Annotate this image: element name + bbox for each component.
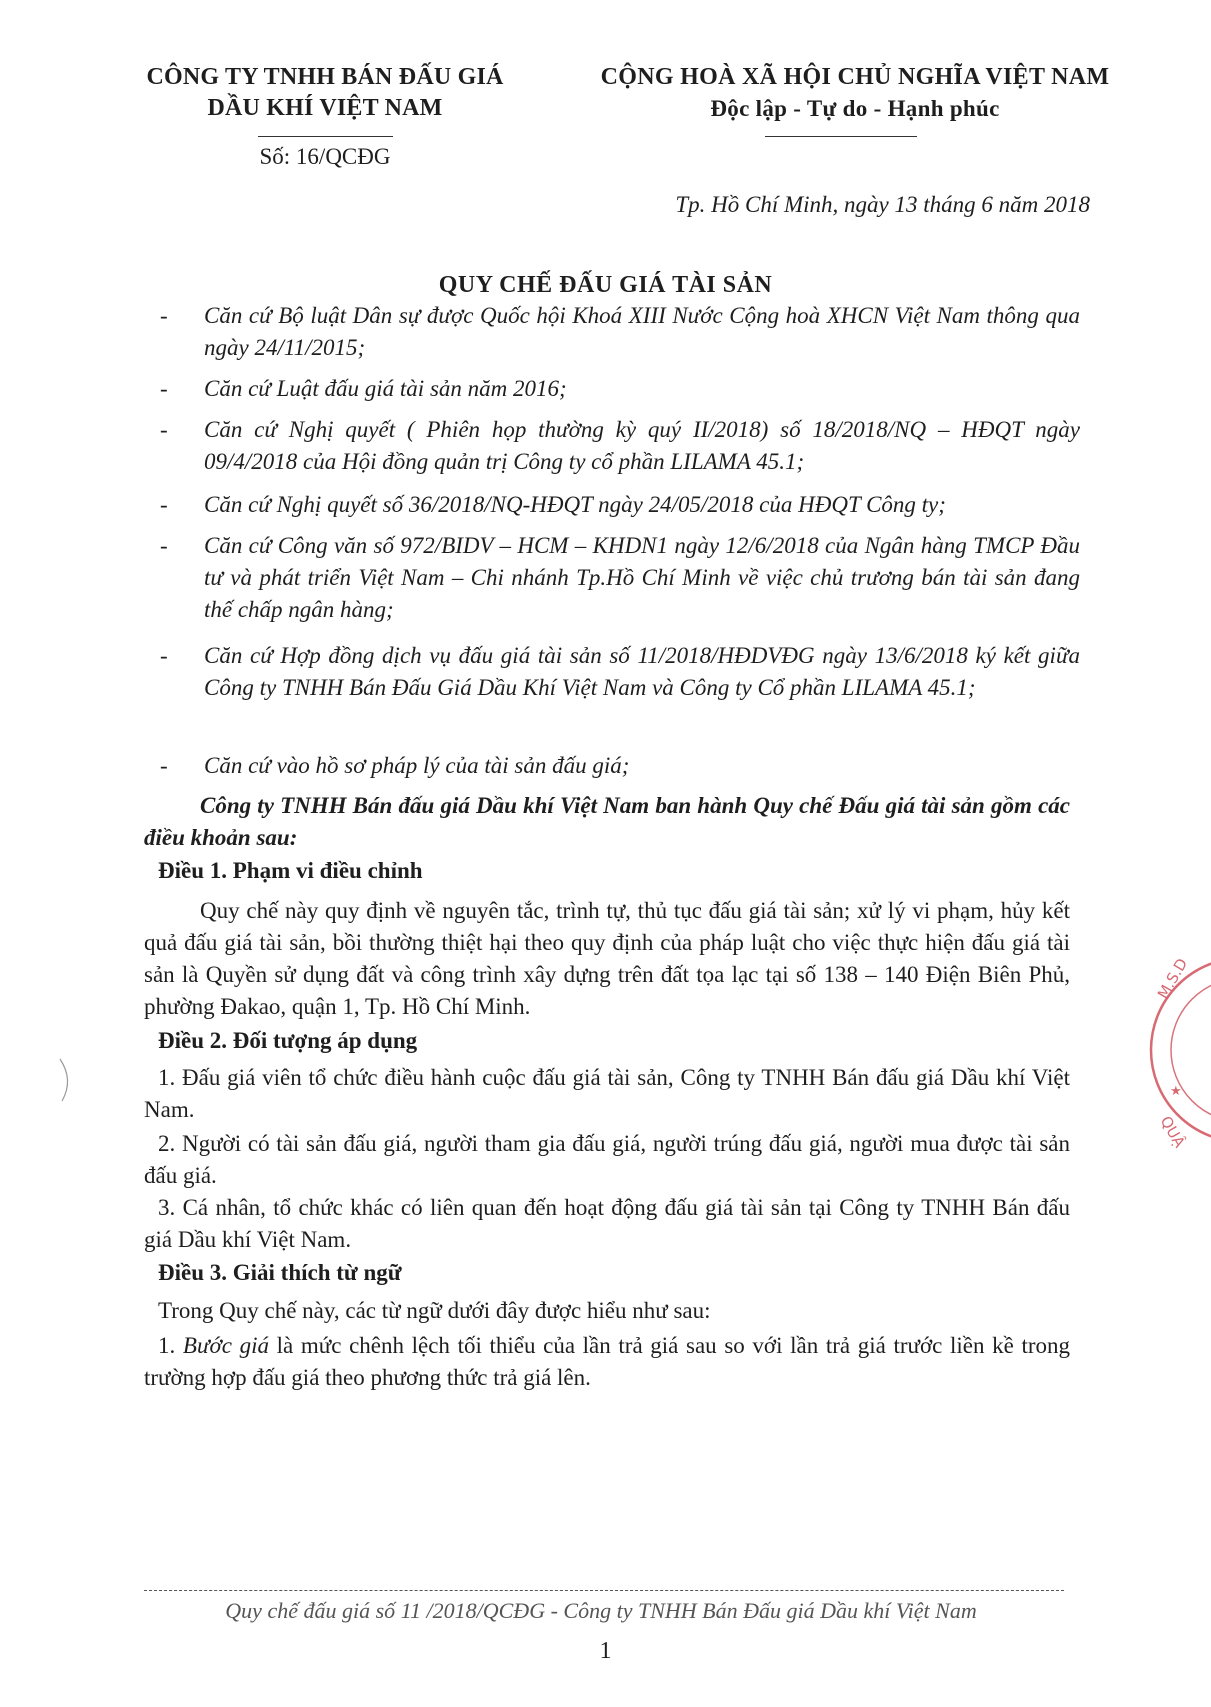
definition-text: là mức chênh lệch tối thiểu của lần trả giá sau so với lần trả giá trước liền kề trong trường hợp đấu giá theo phương thức trả giá lên. (144, 1333, 1071, 1390)
national-heading (560, 62, 1150, 124)
list-dash: - (160, 417, 168, 442)
article-1-body: Quy chế này quy định về nguyên tắc, trình tự, thủ tục đấu giá tài sản; xử lý vi phạm, hủy kết quả đấu giá tài sản, bồi thường thiệt hại theo quy định của pháp luật cho việc thực hiện đấu giá tài sản là Quyền sử dụng đất và công trình xây dựng trên đất tọa lạc tại số 138 – 140 Điện Biên Phủ, phường Đakao, quận 1, Tp. Hồ Chí Minh. (144, 898, 1070, 1019)
citation-text: Căn cứ Công văn số 972/BIDV – HCM – KHDN1 ngày 12/6/2018 của Ngân hàng TMCP Đầu tư và phát triển Việt Nam – Chi nhánh Tp.Hồ Chí Minh về việc chủ trương bán tài sản đang thế chấp ngân hàng; (204, 533, 1080, 622)
svg-text:★: ★ (1170, 1084, 1182, 1099)
article-3-item (144, 1330, 1070, 1394)
article-2-item: 1. Đấu giá viên tổ chức điều hành cuộc đấu giá tài sản, Công ty TNHH Bán đấu giá Dầu khí Việt Nam. (144, 1065, 1070, 1122)
item-number: 1. (158, 1333, 183, 1358)
list-dash: - (160, 533, 168, 558)
list-dash: - (160, 492, 168, 517)
footer-text: Quy chế đấu giá số 11 /2018/QCĐG - Công ty TNHH Bán Đấu giá Dầu khí Việt Nam (225, 1598, 977, 1623)
national-motto: Độc lập - Tự do - Hạnh phúc (710, 96, 1000, 121)
svg-text:QUẬ: QUẬ (1156, 1113, 1189, 1151)
citation-text: Căn cứ Nghị quyết ( Phiên họp thường kỳ quý II/2018) số 18/2018/NQ – HĐQT ngày 09/4/2018 của Hội đồng quản trị Công ty cổ phần LILAMA 45.1; (204, 417, 1080, 474)
company-name-line1: CÔNG TY TNHH BÁN ĐẤU GIÁ (146, 64, 504, 90)
page-number: 1 (599, 1638, 612, 1664)
citation-text: Căn cứ Luật đấu giá tài sản năm 2016; (204, 376, 567, 401)
svg-text:M.S.D: M.S.D (1153, 955, 1192, 1002)
article-1-heading: Điều 1. Phạm vi điều chỉnh (158, 858, 423, 883)
citation-item (160, 414, 1080, 478)
company-underline (258, 136, 393, 137)
national-title: CỘNG HOÀ XÃ HỘI CHỦ NGHĨA VIỆT NAM (600, 64, 1110, 90)
place-date-line: Tp. Hồ Chí Minh, ngày 13 tháng 6 năm 2018 (675, 192, 1090, 217)
issuing-statement: Công ty TNHH Bán đấu giá Dầu khí Việt Nam ban hành Quy chế Đấu giá tài sản gồm các điều khoản sau: (144, 793, 1070, 850)
list-dash: - (160, 643, 168, 668)
citation-item (160, 750, 1080, 782)
citation-item (160, 489, 1080, 521)
article-2-item: 2. Người có tài sản đấu giá, người tham gia đấu giá, người trúng đấu giá, người mua được tài sản đấu giá. (144, 1131, 1070, 1188)
company-name (110, 62, 540, 124)
citation-text: Căn cứ vào hồ sơ pháp lý của tài sản đấu giá; (204, 753, 630, 778)
document-number: Số: 16/QCĐG (259, 144, 391, 169)
citation-item (160, 373, 1080, 405)
motto-underline (765, 136, 917, 137)
company-name-line2: DẦU KHÍ VIỆT NAM (207, 95, 443, 121)
citation-text: Căn cứ Hợp đồng dịch vụ đấu giá tài sản số 11/2018/HĐDVĐG ngày 13/6/2018 ký kết giữa Công ty TNHH Bán Đấu Giá Dầu Khí Việt Nam và Công ty Cổ phần LILAMA 45.1; (204, 643, 1080, 700)
citation-item (160, 300, 1080, 364)
article-2-heading: Điều 2. Đối tượng áp dụng (158, 1028, 418, 1053)
seal-stamp-fragment (1148, 945, 1211, 1155)
list-dash: - (160, 753, 168, 778)
article-3-heading: Điều 3. Giải thích từ ngữ (158, 1260, 402, 1285)
scan-mark (52, 1055, 82, 1105)
document-title: QUY CHẾ ĐẤU GIÁ TÀI SẢN (438, 272, 773, 298)
citation-item (160, 640, 1080, 704)
footer-rule (144, 1590, 1064, 1591)
article-2-item: 3. Cá nhân, tổ chức khác có liên quan đến hoạt động đấu giá tài sản tại Công ty TNHH Bán đấu giá Dầu khí Việt Nam. (144, 1195, 1070, 1252)
citation-text: Căn cứ Nghị quyết số 36/2018/NQ-HĐQT ngày 24/05/2018 của HĐQT Công ty; (204, 492, 946, 517)
defined-term: Bước giá (182, 1333, 269, 1358)
citation-item (160, 530, 1080, 626)
list-dash: - (160, 303, 168, 328)
citation-text: Căn cứ Bộ luật Dân sự được Quốc hội Khoá XIII Nước Cộng hoà XHCN Việt Nam thông qua ngày 24/11/2015; (204, 303, 1080, 360)
list-dash: - (160, 376, 168, 401)
article-3-intro: Trong Quy chế này, các từ ngữ dưới đây được hiểu như sau: (158, 1298, 711, 1323)
